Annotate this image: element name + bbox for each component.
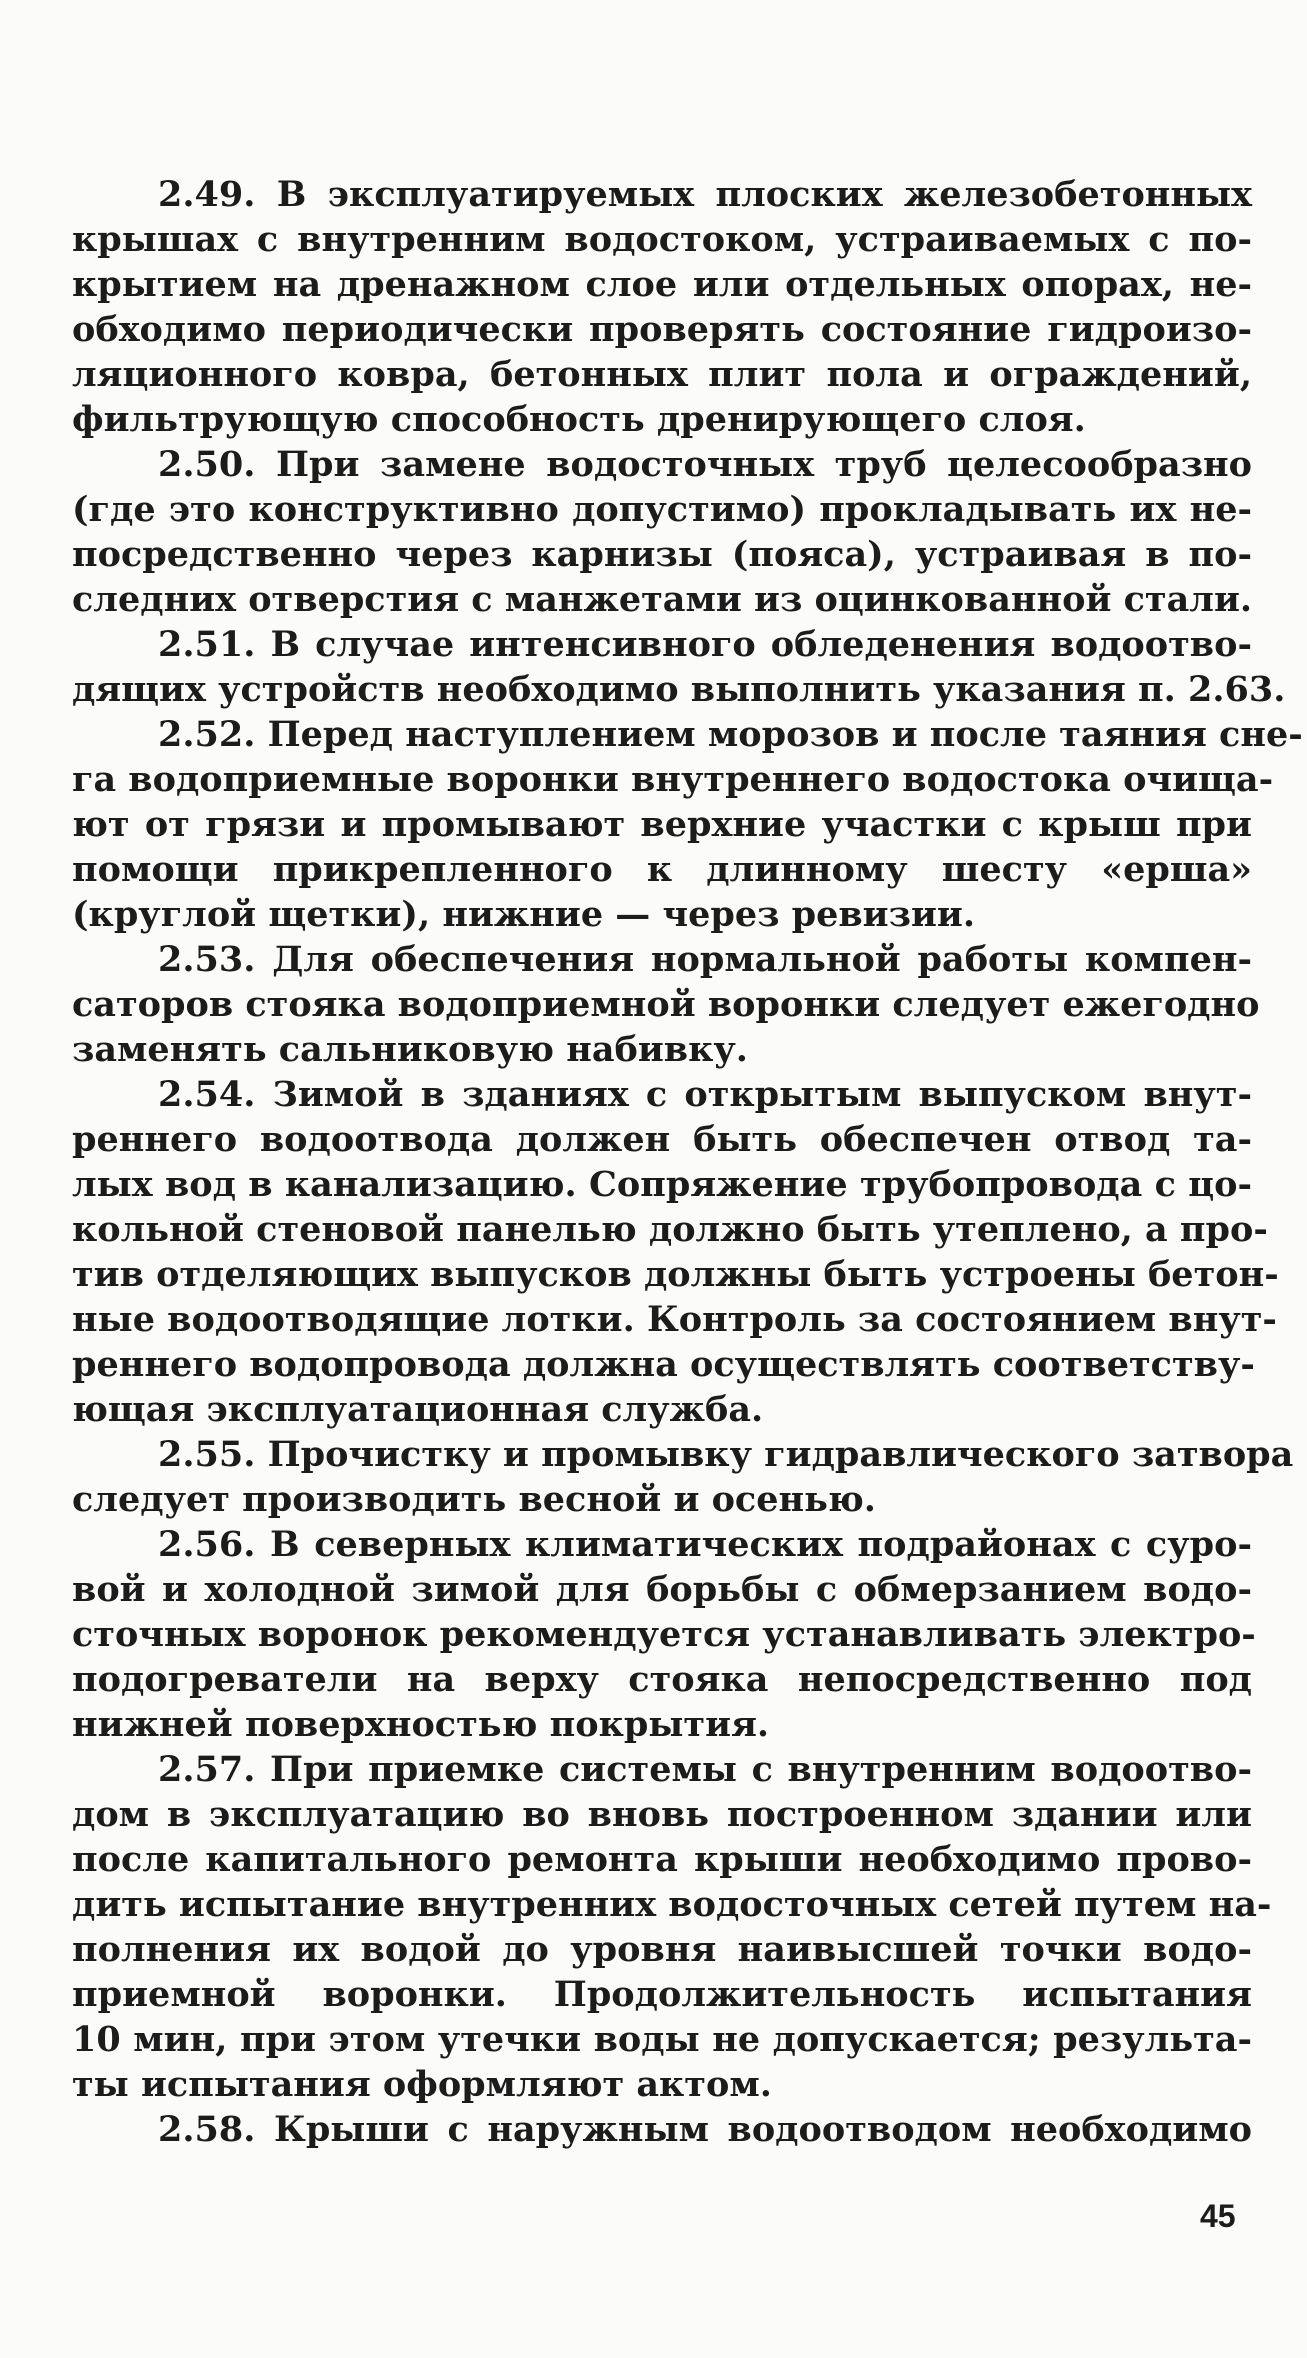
- text-line: тив отделяющих выпусков должны быть устроены бетон-: [72, 1254, 1279, 1295]
- text-line: ные водоотводящие лотки. Контроль за состоянием внут-: [72, 1299, 1277, 1340]
- paragraph: [72, 2107, 1252, 2152]
- body-text: [72, 172, 1303, 2152]
- text-line: дить испытание внутренних водосточных сетей путем на-: [72, 1884, 1272, 1925]
- text-line: дящих устройств необходимо выполнить указания п. 2.63.: [72, 669, 1286, 710]
- paragraph: [72, 937, 1260, 1072]
- page-number: 45: [1200, 2198, 1236, 2234]
- paragraph: [72, 1522, 1256, 1747]
- paragraph: [72, 1747, 1272, 2107]
- text-line: помощи прикрепленного к длинному шесту «ерша»: [72, 849, 1252, 890]
- text-line: дом в эксплуатацию во вновь построенном здании или: [72, 1794, 1252, 1835]
- text-line: (круглой щетки), нижние — через ревизии.: [72, 894, 976, 935]
- text-line: крышах с внутренним водостоком, устраиваемых с по-: [72, 219, 1252, 260]
- text-line: 2.49. В эксплуатируемых плоских железобетонных: [158, 174, 1252, 215]
- text-line: полнения их водой до уровня наивысшей точки водо-: [72, 1929, 1252, 1970]
- text-line: следует производить весной и осенью.: [72, 1479, 876, 1520]
- text-line: посредственно через карнизы (пояса), устраивая в по-: [72, 534, 1252, 575]
- text-line: крытием на дренажном слое или отдельных опорах, не-: [72, 264, 1252, 305]
- text-line: (где это конструктивно допустимо) прокладывать их не-: [72, 489, 1252, 530]
- text-line: подогреватели на верху стояка непосредственно под: [72, 1659, 1252, 1700]
- text-line: 2.50. При замене водосточных труб целесообразно: [158, 444, 1252, 485]
- text-line: ты испытания оформляют актом.: [72, 2064, 772, 2105]
- paragraph: [72, 622, 1286, 712]
- paragraph: [72, 442, 1252, 622]
- text-line: приемной воронки. Продолжительность испытания: [72, 1974, 1252, 2015]
- text-line: заменять сальниковую набивку.: [72, 1029, 748, 1070]
- text-line: фильтрующую способность дренирующего слоя.: [72, 399, 1086, 440]
- paragraph: [72, 172, 1252, 442]
- text-line: следних отверстия с манжетами из оцинкованной стали.: [72, 579, 1253, 620]
- text-line: саторов стояка водоприемной воронки следует ежегодно: [72, 984, 1260, 1025]
- text-line: га водоприемные воронки внутреннего водостока очища-: [72, 759, 1274, 800]
- text-line: реннего водопровода должна осуществлять соответству-: [72, 1344, 1255, 1385]
- text-line: 2.51. В случае интенсивного обледенения водоотво-: [158, 624, 1252, 665]
- text-line: сточных воронок рекомендуется устанавливать электро-: [72, 1614, 1256, 1655]
- text-line: 2.52. Перед наступлением морозов и после таяния сне-: [158, 714, 1303, 755]
- text-line: реннего водоотвода должен быть обеспечен отвод та-: [72, 1119, 1252, 1160]
- text-line: 2.55. Прочистку и промывку гидравлического затвора: [158, 1434, 1294, 1475]
- paragraph: [72, 712, 1303, 937]
- paragraph: [72, 1432, 1294, 1522]
- text-line: лых вод в канализацию. Сопряжение трубопровода с цо-: [72, 1164, 1252, 1205]
- text-line: обходимо периодически проверять состояние гидроизо-: [72, 309, 1252, 350]
- text-line: ют от грязи и промывают верхние участки с крыш при: [72, 804, 1252, 845]
- text-line: вой и холодной зимой для борьбы с обмерзанием водо-: [72, 1569, 1252, 1610]
- text-line: после капитального ремонта крыши необходимо прово-: [72, 1839, 1252, 1880]
- text-line: кольной стеновой панелью должно быть утеплено, а про-: [72, 1209, 1268, 1250]
- text-line: 2.58. Крыши с наружным водоотводом необходимо: [158, 2109, 1252, 2150]
- text-line: 10 мин, при этом утечки воды не допускается; результа-: [72, 2019, 1252, 2060]
- text-line: 2.57. При приемке системы с внутренним водоотво-: [158, 1749, 1252, 1790]
- text-line: ющая эксплуатационная служба.: [72, 1389, 764, 1430]
- paragraph: [72, 1072, 1279, 1432]
- text-line: нижней поверхностью покрытия.: [72, 1704, 770, 1745]
- text-line: ляционного ковра, бетонных плит пола и ограждений,: [72, 354, 1252, 395]
- text-line: 2.54. Зимой в зданиях с открытым выпуском внут-: [158, 1074, 1252, 1115]
- text-line: 2.53. Для обеспечения нормальной работы компен-: [158, 939, 1252, 980]
- text-line: 2.56. В северных климатических подрайонах с суро-: [158, 1524, 1252, 1565]
